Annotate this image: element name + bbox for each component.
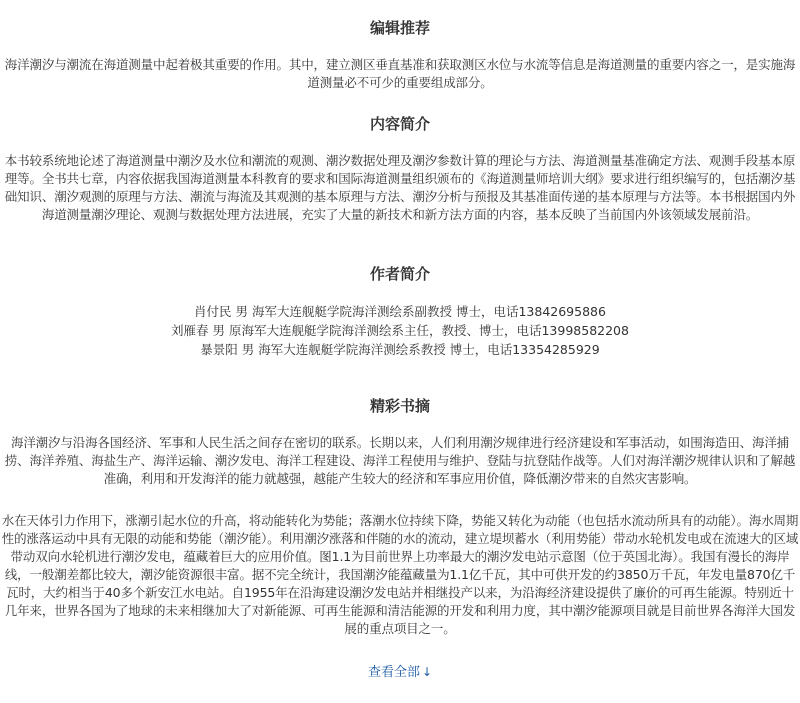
view-all-link[interactable] [368, 665, 432, 680]
excerpt-paragraph: 水在天体引力作用下，涨潮引起水位的升高，将动能转化为势能；落潮水位持续下降，势能又转化为动能（也包括水流动所具有的动能）。海水周期性的涨落运动中具有无限的动能和势能（潮汐能）。利用潮汐涨落和伴随的水的流动，建立堤坝蓄水（利用势能）带动水轮机发电或在流速大的区域带动双向水轮机进行潮汐发电，蕴藏着巨大的应用价值。图1.1为目前世界上功率最大的潮汐发电站示意图（位于英国北海）。我国有漫长的海岸线，一般潮差都比较大，潮汐能资源很丰富。据不完全统计，我国潮汐能蕴藏量为1.1亿千瓦，其中可供开发的约3850万千瓦，年发电量870亿千瓦时，大约相当于40多个新安江水电站。自1955年在沿海建设潮汐发电站并相继投产以来，为沿海经济建设提供了廉价的可再生能源。特别近十几年来，世界各国为了地球的未来相继加大了对新能源、可再生能源和清洁能源的开发和利用力度，其中潮汐能源项目就是目前世界各海洋大国发展的重点项目之一。 [1, 513, 799, 636]
authors-title: 作者简介 [369, 265, 430, 283]
view-all-label: 查看全部 [367, 665, 420, 680]
editor-pick-text: 海洋潮汐与潮流在海道测量中起着极其重要的作用。其中，建立测区垂直基准和获取测区水位与水流等信息是海道测量的重要内容之一，是实施海道测量必不可少的重要组成部分。 [4, 57, 796, 90]
summary-text: 本书较系统地论述了海道测量中潮汐及水位和潮流的观测、潮汐数据处理及潮汐参数计算的理论与方法、海道测量基准确定方法、观测手段基本原理等。全书共七章，内容依据我国海道测量本科教育的要求和国际海道测量组织颁布的《海道测量师培训大纲》要求进行组织编写的，包括潮汐基础知识、潮汐观测的原理与方法、潮流与海流及其观测的基本原理与方法、潮汐分析与预报及其基准面传递的基本原理与方法等。本书根据国内外海道测量潮汐理论、观测与数据处理方法进展，充实了大量的新技术和新方法方面的内容，基本反映了当前国内外该领域发展前沿。 [4, 153, 796, 222]
summary-title: 内容简介 [369, 115, 430, 133]
authors-list [0, 302, 800, 359]
author-line: 刘雁春 男 原海军大连舰艇学院海洋测绘系主任，教授、博士，电话13998582208 [171, 323, 629, 338]
excerpt-title: 精彩书摘 [369, 397, 430, 415]
excerpt-paragraph: 海洋潮汐与沿海各国经济、军事和人民生活之间存在密切的联系。长期以来，人们利用潮汐规律进行经济建设和军事活动，如围海造田、海洋捕捞、海洋养殖、海盐生产、海洋运输、潮汐发电、海洋工程建设、海洋工程使用与维护、登陆与抗登陆作战等。人们对海洋潮汐规律认识和了解越准确，利用和开发海洋的能力就越强，越能产生较大的经济和军事应用价值，降低潮汐带来的自然灾害影响。 [4, 435, 796, 486]
view-all-container [0, 663, 800, 682]
author-line: 肖付民 男 海军大连舰艇学院海洋测绘系副教授 博士，电话13842695886 [194, 304, 606, 319]
arrow-down-icon: ↓ [421, 665, 433, 679]
author-line: 暴景阳 男 海军大连舰艇学院海洋测绘系教授 博士，电话13354285929 [200, 342, 600, 357]
editor-pick-title: 编辑推荐 [369, 19, 430, 37]
